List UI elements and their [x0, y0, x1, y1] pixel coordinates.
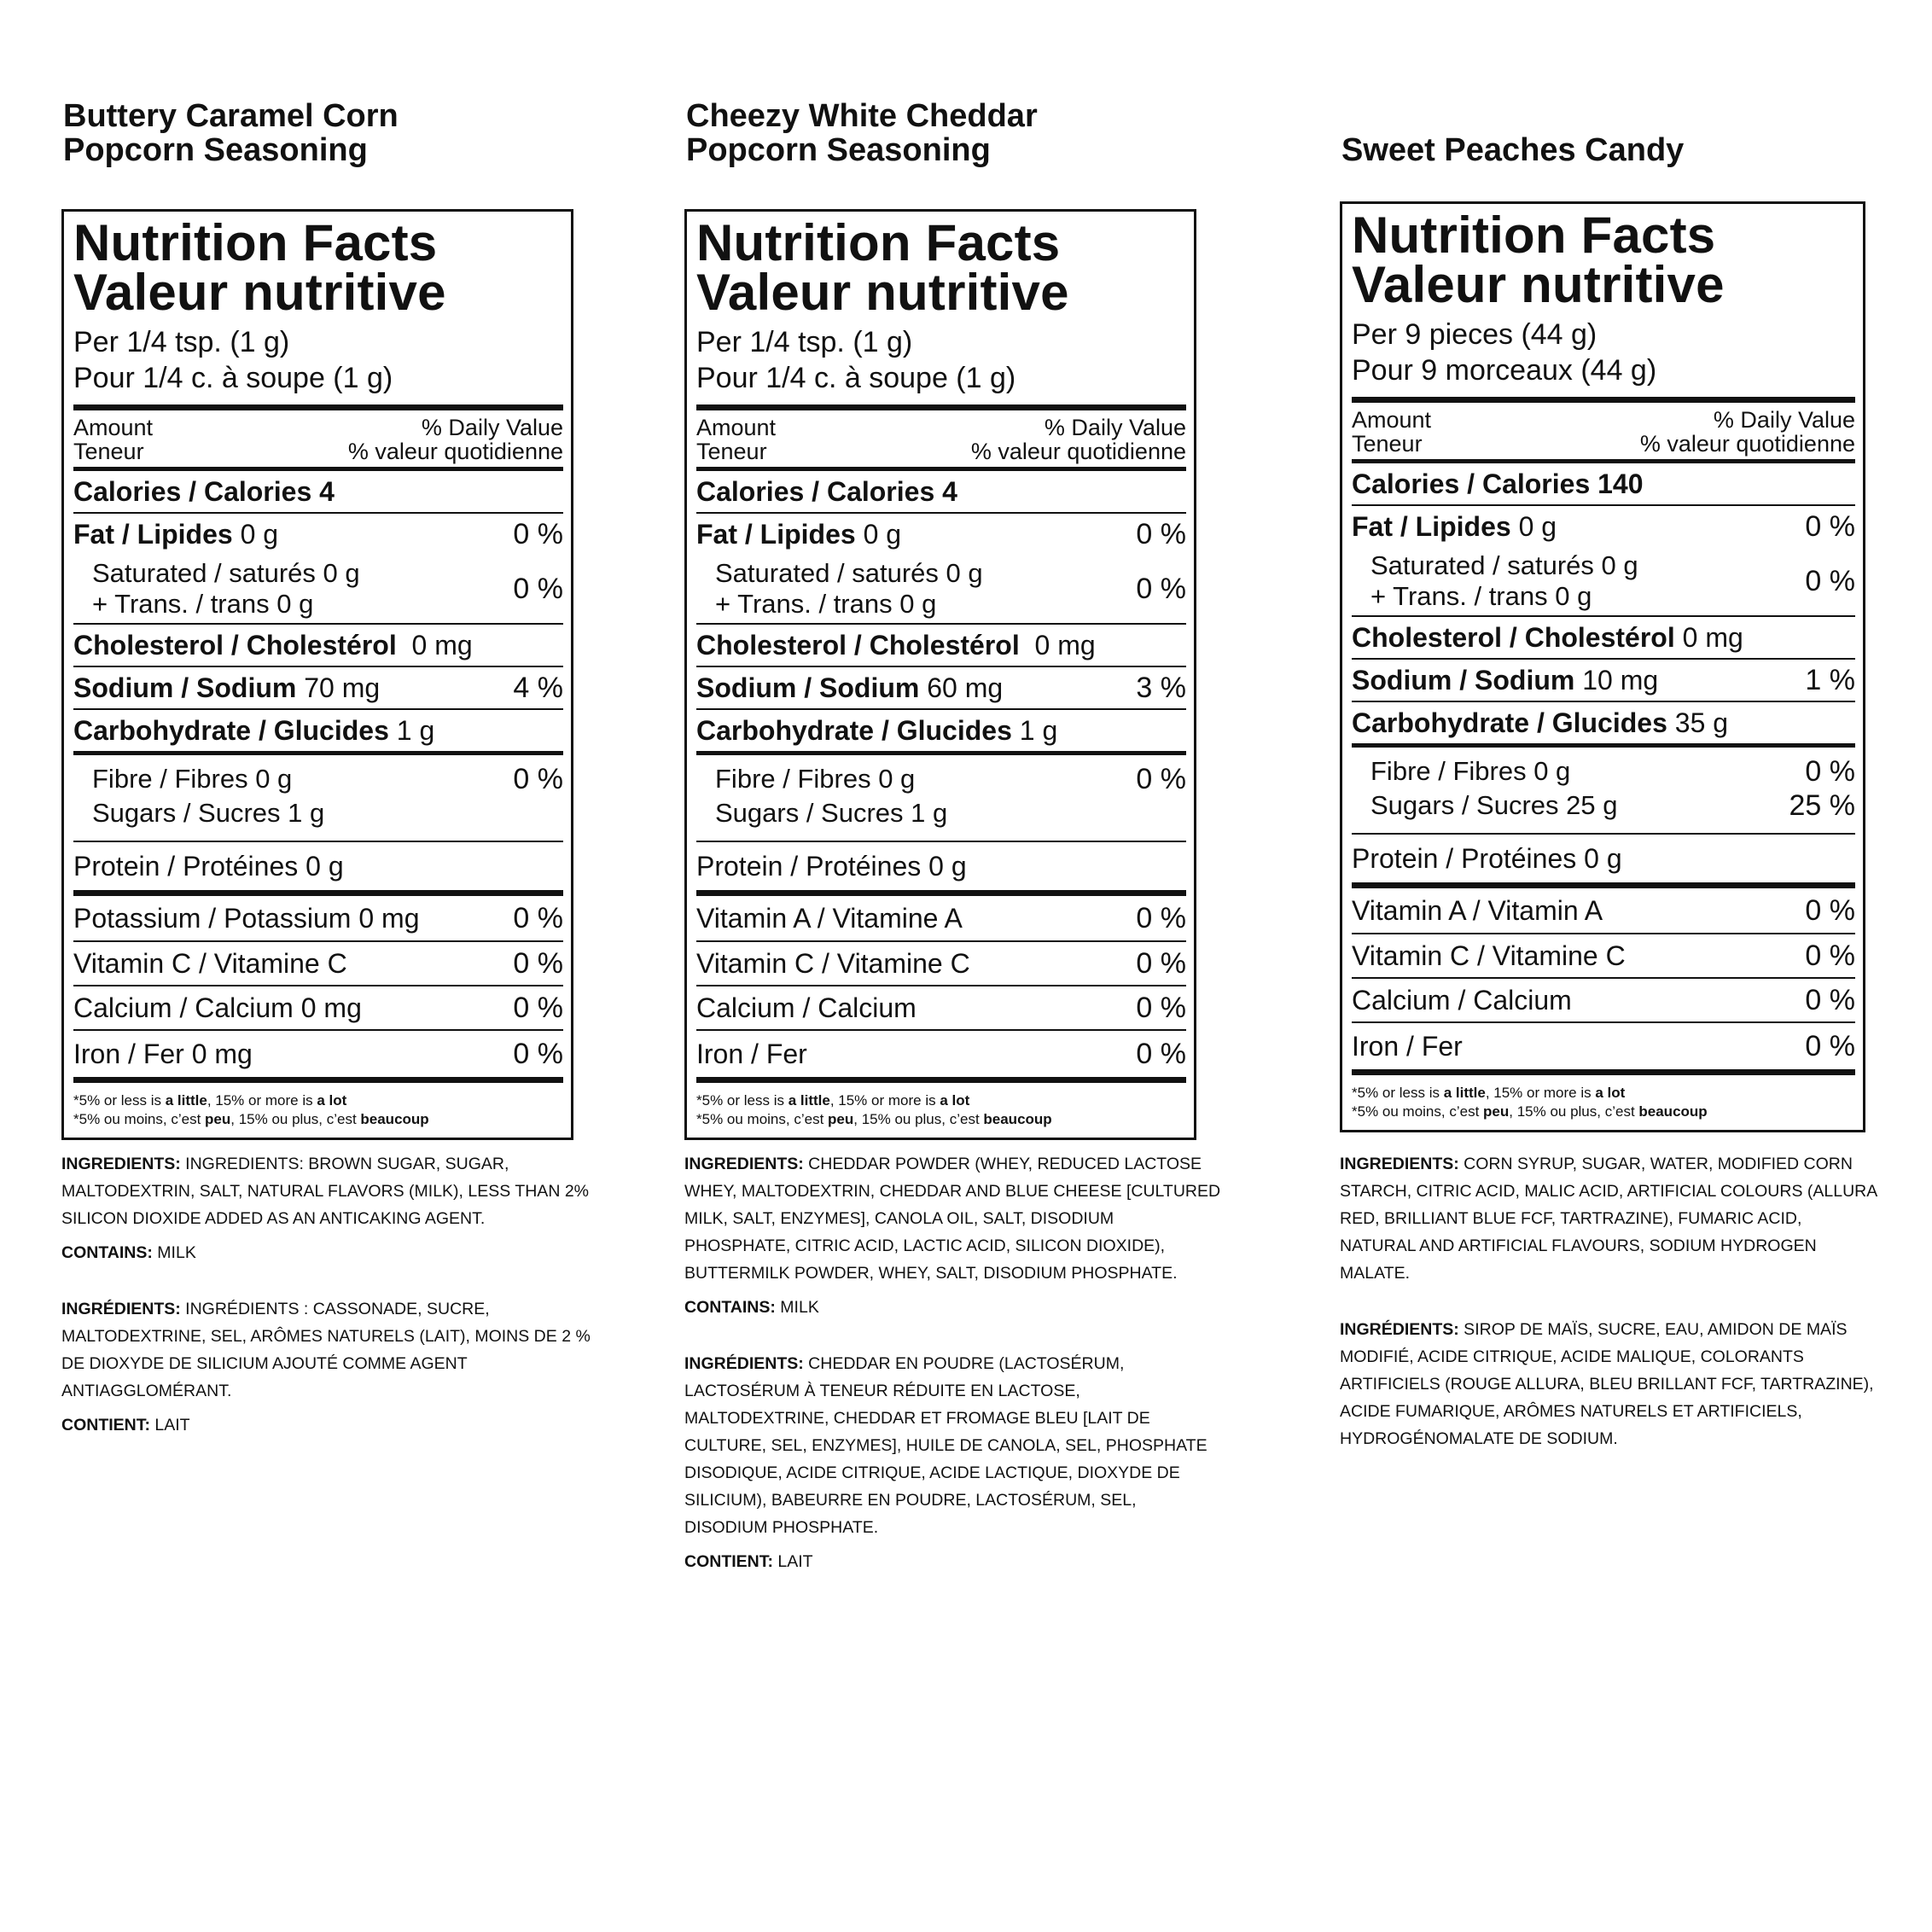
footnote-text: , 15% ou plus, c’est: [230, 1111, 361, 1127]
amount-fr: Teneur: [696, 439, 767, 464]
fibre: Fibre / Fibres 0 g: [92, 764, 293, 794]
carbohydrate-row: [73, 710, 563, 751]
vitamin-percent: 0 %: [1805, 893, 1855, 927]
footnote-bold: beaucoup: [360, 1111, 429, 1127]
footnote-bold: a little: [1443, 1085, 1486, 1101]
contains-text: MILK: [775, 1298, 819, 1317]
fat-percent: 0 %: [513, 517, 563, 550]
protein: Protein / Protéines 0 g: [1352, 842, 1622, 874]
vitamin-percent: 0 %: [1805, 1029, 1855, 1062]
vitamin-percent: 0 %: [1136, 991, 1186, 1024]
serving-size-en: Per 1/4 tsp. (1 g): [73, 326, 290, 358]
vitamin-percent: 0 %: [513, 991, 563, 1024]
cholesterol-row: [696, 625, 1186, 666]
product-title: [1341, 99, 1684, 167]
fibre: Fibre / Fibres 0 g: [715, 764, 916, 794]
vitamin-label: Calcium / Calcium: [696, 992, 917, 1023]
vitamin-label: Iron / Fer 0 mg: [73, 1038, 253, 1069]
serving-size: [1352, 317, 1855, 388]
fat-percent: 0 %: [1136, 517, 1186, 550]
footnote-text: , 15% or more is: [829, 1092, 940, 1109]
footnote-bold: peu: [1483, 1103, 1510, 1120]
contains-text: MILK: [152, 1243, 196, 1262]
amount-fr: Teneur: [1352, 431, 1423, 457]
vitamin-row: [1352, 934, 1855, 977]
sodium-percent: 3 %: [1136, 671, 1186, 704]
fat-label: Fat / Lipides: [73, 518, 233, 550]
sodium-row: [73, 667, 563, 708]
amount-fr: Teneur: [73, 439, 144, 464]
carbohydrate-amount: 1 g: [388, 714, 435, 746]
carbohydrate-label: Carbohydrate / Glucides: [696, 714, 1012, 746]
cholesterol-row: [1352, 617, 1855, 658]
product-title-line1: [1341, 99, 1684, 133]
sodium-label: Sodium / Sodium: [1352, 664, 1575, 695]
divider: [1352, 397, 1855, 403]
vitamin-label: Calcium / Calcium: [1352, 984, 1572, 1015]
fibre-percent: 0 %: [1136, 763, 1186, 795]
vitamin-label: Iron / Fer: [1352, 1030, 1463, 1062]
contains-label: CONTIENT:: [684, 1552, 773, 1571]
amount-en: Amount: [1352, 407, 1432, 433]
daily-value-en: % Daily Value: [1713, 407, 1855, 433]
cholesterol-label: Cholesterol / Cholestérol: [1352, 621, 1675, 653]
vitamin-row: [73, 986, 563, 1029]
vitamin-percent: 0 %: [1136, 1037, 1186, 1070]
sodium-amount: 60 mg: [919, 672, 1004, 703]
fat-amount: 0 g: [1510, 510, 1557, 542]
vitamin-row: [73, 896, 563, 940]
carbohydrate-row: [1352, 702, 1855, 743]
footnote-text: *5% ou moins, c’est: [696, 1111, 829, 1127]
divider: [73, 890, 563, 896]
fibre: Fibre / Fibres 0 g: [1370, 756, 1571, 786]
ingredients-text: CHEDDAR EN POUDRE (LACTOSÉRUM, LACTOSÉRUM À TENEUR RÉDUITE EN LACTOSE, MALTODEXTRINE, CHEDDAR ET FROMAGE BLEU [LAIT DE CULTURE, SEL, ENZYMES], HUILE DE CANOLA, SEL, PHOSPHATE DISODIQUE, ACIDE CITRIQUE, ACIDE LACTIQUE, DIOXYDE DE SILICIUM), BABEURRE EN POUDRE, LACTOSÉRUM, SEL, DISODIUM PHOSPHATE.: [684, 1354, 1208, 1537]
vitamin-row: [1352, 979, 1855, 1021]
footnote-text: *5% ou moins, c’est: [73, 1111, 206, 1127]
product-title-line1: Cheezy White Cheddar: [686, 98, 1038, 134]
fibre-sugars-row: [73, 755, 563, 841]
divider: [696, 890, 1186, 896]
ingredients-block: [1340, 1150, 1877, 1452]
ingredients-label: INGRÉDIENTS:: [684, 1354, 804, 1373]
saturated-trans-row: [73, 555, 563, 623]
ingredients-label: INGRÉDIENTS:: [61, 1300, 181, 1318]
footnote-text: , 15% or more is: [1485, 1085, 1596, 1101]
daily-value-fr: % valeur quotidienne: [1639, 431, 1855, 457]
ingredients-block: [684, 1150, 1222, 1575]
serving-size-fr: Pour 9 morceaux (44 g): [1352, 354, 1657, 387]
footnote-text: *5% or less is: [696, 1092, 789, 1109]
sodium-amount: 10 mg: [1574, 664, 1659, 695]
valeur-nutritive-heading: Valeur nutritive: [73, 264, 446, 321]
contains-text: LAIT: [150, 1416, 190, 1434]
footnote-bold: beaucoup: [983, 1111, 1052, 1127]
ingredients-text: SIROP DE MAÏS, SUCRE, EAU, AMIDON DE MAÏS MODIFIÉ, ACIDE CITRIQUE, ACIDE MALIQUE, COLORANTS ARTIFICIELS (ROUGE ALLURA, BLEU BRILLANT FCF, TARTRAZINE), ACIDE FUMARIQUE, ARÔMES NATURELS ET ARTIFICIELS, HYDROGÉNOMALATE DE SODIUM.: [1340, 1320, 1874, 1448]
sugars-percent: 25 %: [1789, 789, 1855, 822]
carbohydrate-row: [696, 710, 1186, 751]
contains-en: [61, 1239, 608, 1266]
footnote-text: *5% or less is: [1352, 1085, 1444, 1101]
ingredients-label: INGREDIENTS:: [1340, 1155, 1459, 1173]
saturated-fat: Saturated / saturés 0 g: [715, 558, 983, 588]
vitamin-row: [696, 1031, 1186, 1077]
vitamin-percent: 0 %: [1805, 983, 1855, 1016]
ingredients-text: INGRÉDIENTS : CASSONADE, SUCRE, MALTODEXTRINE, SEL, ARÔMES NATURELS (LAIT), MOINS DE 2 % DE DIOXYDE DE SILICIUM AJOUTÉ COMME AGENT ANTIAGGLOMÉRANT.: [61, 1300, 591, 1400]
protein-row: [73, 842, 563, 890]
sodium-row: [696, 667, 1186, 708]
vitamin-label: Iron / Fer: [696, 1038, 807, 1069]
amount-en: Amount: [73, 415, 154, 440]
divider: [73, 1077, 563, 1083]
footnote-text: , 15% ou plus, c’est: [853, 1111, 984, 1127]
divider: [1352, 882, 1855, 888]
trans-fat: + Trans. / trans 0 g: [1370, 581, 1592, 611]
sodium-row: [1352, 660, 1855, 701]
valeur-nutritive-heading: Valeur nutritive: [696, 264, 1069, 321]
contains-en: [684, 1294, 1222, 1321]
divider: [696, 404, 1186, 410]
ingredients-label: INGREDIENTS:: [61, 1155, 181, 1173]
contains-label: CONTAINS:: [684, 1298, 776, 1317]
product-title-line1: Buttery Caramel Corn: [63, 98, 399, 134]
ingredients-fr: [61, 1295, 608, 1405]
product-title-line2: Popcorn Seasoning: [63, 132, 368, 168]
vitamin-label: Vitamin C / Vitamine C: [696, 947, 970, 979]
contains-label: CONTAINS:: [61, 1243, 153, 1262]
nutrition-facts-panel: [1340, 201, 1865, 1132]
vitamin-label: Vitamin A / Vitamine A: [696, 902, 963, 934]
vitamin-percent: 0 %: [513, 901, 563, 934]
fibre-sugars-row: [1352, 748, 1855, 833]
trans-fat: + Trans. / trans 0 g: [92, 589, 314, 619]
vitamin-row: [73, 1031, 563, 1077]
footnote-bold: peu: [828, 1111, 854, 1127]
amount-header: [73, 410, 563, 467]
vitamin-row: [73, 942, 563, 985]
vitamin-label: Potassium / Potassium 0 mg: [73, 902, 420, 934]
product-title: [63, 99, 399, 167]
contains-label: CONTIENT:: [61, 1416, 150, 1434]
nutrition-facts-panel: [61, 209, 573, 1140]
amount-header: [1352, 403, 1855, 459]
cholesterol-label: Cholesterol / Cholestérol: [73, 629, 397, 660]
divider: [73, 404, 563, 410]
saturated-percent: 0 %: [513, 572, 563, 605]
fat-label: Fat / Lipides: [696, 518, 856, 550]
saturated-fat: Saturated / saturés 0 g: [92, 558, 360, 588]
footnote-bold: peu: [205, 1111, 231, 1127]
carbohydrate-amount: 35 g: [1667, 707, 1729, 738]
vitamin-percent: 0 %: [1805, 939, 1855, 972]
vitamin-label: Vitamin A / Vitamin A: [1352, 894, 1603, 926]
fat-row: [1352, 506, 1855, 547]
sugars: Sugars / Sucres 1 g: [92, 798, 325, 828]
footnote-bold: a lot: [317, 1092, 347, 1109]
vitamin-row: [696, 896, 1186, 940]
vitamin-percent: 0 %: [513, 1037, 563, 1070]
ingredients-text: CHEDDAR POWDER (WHEY, REDUCED LACTOSE WHEY, MALTODEXTRIN, CHEDDAR AND BLUE CHEESE [CULTURED MILK, SALT, ENZYMES], CANOLA OIL, SALT, DISODIUM PHOSPHATE, CITRIC ACID, LACTIC ACID, SILICON DIOXIDE), BUTTERMILK POWDER, WHEY, SALT, DISODIUM PHOSPHATE.: [684, 1155, 1221, 1283]
ingredients-en: [61, 1150, 608, 1232]
cholesterol-amount: 0 mg: [396, 629, 473, 660]
cholesterol-amount: 0 mg: [1019, 629, 1096, 660]
contains-fr: [61, 1411, 608, 1439]
valeur-nutritive-heading: Valeur nutritive: [1352, 256, 1725, 313]
fat-row: [696, 514, 1186, 555]
daily-value-en: % Daily Value: [1044, 415, 1186, 440]
nutrition-facts-heading: Nutrition Facts: [73, 214, 438, 271]
serving-size-fr: Pour 1/4 c. à soupe (1 g): [696, 362, 1016, 394]
vitamin-percent: 0 %: [513, 946, 563, 980]
footnote-text: *5% ou moins, c’est: [1352, 1103, 1484, 1120]
protein: Protein / Protéines 0 g: [696, 850, 967, 882]
ingredients-text: INGREDIENTS: BROWN SUGAR, SUGAR, MALTODEXTRIN, SALT, NATURAL FLAVORS (MILK), LESS THAN 2% SILICON DIOXIDE ADDED AS AN ANTICAKING AGENT.: [61, 1155, 590, 1228]
calories-row: Calories / Calories 4: [73, 475, 335, 507]
vitamin-percent: 0 %: [1136, 946, 1186, 980]
ingredients-en: [684, 1150, 1222, 1287]
fibre-percent: 0 %: [513, 763, 563, 795]
saturated-percent: 0 %: [1136, 572, 1186, 605]
ingredients-label: INGREDIENTS:: [684, 1155, 804, 1173]
serving-size: [73, 324, 563, 396]
footnote-text: , 15% or more is: [207, 1092, 317, 1109]
daily-value-footnote: [1352, 1075, 1855, 1121]
saturated-percent: 0 %: [1805, 564, 1855, 597]
daily-value-fr: % valeur quotidienne: [347, 439, 563, 464]
nutrition-facts-heading: Nutrition Facts: [1352, 207, 1716, 264]
ingredients-fr: [684, 1350, 1222, 1541]
fat-amount: 0 g: [232, 518, 279, 550]
vitamin-row: [1352, 1023, 1855, 1069]
divider: [1352, 1069, 1855, 1075]
amount-en: Amount: [696, 415, 777, 440]
vitamin-row: [696, 986, 1186, 1029]
divider: [696, 1077, 1186, 1083]
footnote-bold: a little: [788, 1092, 830, 1109]
footnote-text: , 15% ou plus, c’est: [1509, 1103, 1639, 1120]
product-title: [686, 99, 1038, 167]
sodium-percent: 1 %: [1805, 663, 1855, 696]
saturated-trans-row: [1352, 547, 1855, 615]
saturated-fat: Saturated / saturés 0 g: [1370, 550, 1638, 580]
fat-amount: 0 g: [855, 518, 902, 550]
daily-value-footnote: [73, 1083, 563, 1129]
protein-row: [696, 842, 1186, 890]
contains-text: LAIT: [773, 1552, 813, 1571]
sodium-percent: 4 %: [513, 671, 563, 704]
fibre-percent: 0 %: [1805, 755, 1855, 788]
trans-fat: + Trans. / trans 0 g: [715, 589, 937, 619]
vitamin-percent: 0 %: [1136, 901, 1186, 934]
cholesterol-label: Cholesterol / Cholestérol: [696, 629, 1020, 660]
carbohydrate-amount: 1 g: [1011, 714, 1058, 746]
serving-size: [696, 324, 1186, 396]
vitamin-row: [696, 942, 1186, 985]
fat-label: Fat / Lipides: [1352, 510, 1511, 542]
daily-value-en: % Daily Value: [421, 415, 563, 440]
serving-size-en: Per 9 pieces (44 g): [1352, 318, 1597, 351]
footnote-text: *5% or less is: [73, 1092, 166, 1109]
product-title-line2: Popcorn Seasoning: [686, 132, 991, 168]
daily-value-fr: % valeur quotidienne: [970, 439, 1186, 464]
cholesterol-amount: 0 mg: [1674, 621, 1743, 653]
fibre-sugars-row: [696, 755, 1186, 841]
fat-percent: 0 %: [1805, 509, 1855, 543]
footnote-bold: beaucoup: [1638, 1103, 1708, 1120]
sodium-label: Sodium / Sodium: [73, 672, 297, 703]
contains-fr: [684, 1548, 1222, 1575]
sugars: Sugars / Sucres 25 g: [1370, 790, 1618, 820]
carbohydrate-label: Carbohydrate / Glucides: [1352, 707, 1667, 738]
cholesterol-row: [73, 625, 563, 666]
calories-row: Calories / Calories 140: [1352, 468, 1644, 499]
fat-row: [73, 514, 563, 555]
daily-value-footnote: [696, 1083, 1186, 1129]
sugars: Sugars / Sucres 1 g: [715, 798, 948, 828]
vitamin-row: [1352, 888, 1855, 933]
nutrition-facts-panel: [684, 209, 1196, 1140]
footnote-bold: a lot: [1595, 1085, 1626, 1101]
footnote-bold: a little: [165, 1092, 207, 1109]
nutrition-facts-heading: Nutrition Facts: [696, 214, 1061, 271]
protein-row: [1352, 835, 1855, 882]
amount-header: [696, 410, 1186, 467]
protein: Protein / Protéines 0 g: [73, 850, 344, 882]
vitamin-label: Vitamin C / Vitamine C: [73, 947, 347, 979]
footnote-bold: a lot: [940, 1092, 970, 1109]
serving-size-fr: Pour 1/4 c. à soupe (1 g): [73, 362, 393, 394]
vitamin-label: Vitamin C / Vitamine C: [1352, 940, 1626, 971]
ingredients-en: [1340, 1150, 1877, 1287]
vitamin-label: Calcium / Calcium 0 mg: [73, 992, 362, 1023]
sodium-label: Sodium / Sodium: [696, 672, 920, 703]
saturated-trans-row: [696, 555, 1186, 623]
ingredients-text: CORN SYRUP, SUGAR, WATER, MODIFIED CORN STARCH, CITRIC ACID, MALIC ACID, ARTIFICIAL COLOURS (ALLURA RED, BRILLIANT BLUE FCF, TARTRAZINE), FUMARIC ACID, NATURAL AND ARTIFICIAL FLAVOURS, SODIUM HYDROGEN MALATE.: [1340, 1155, 1877, 1283]
sodium-amount: 70 mg: [296, 672, 381, 703]
ingredients-block: [61, 1150, 608, 1439]
calories-row: Calories / Calories 4: [696, 475, 957, 507]
serving-size-en: Per 1/4 tsp. (1 g): [696, 326, 913, 358]
carbohydrate-label: Carbohydrate / Glucides: [73, 714, 389, 746]
ingredients-label: INGRÉDIENTS:: [1340, 1320, 1459, 1339]
product-title-line2: Sweet Peaches Candy: [1341, 132, 1685, 168]
ingredients-fr: [1340, 1316, 1877, 1452]
